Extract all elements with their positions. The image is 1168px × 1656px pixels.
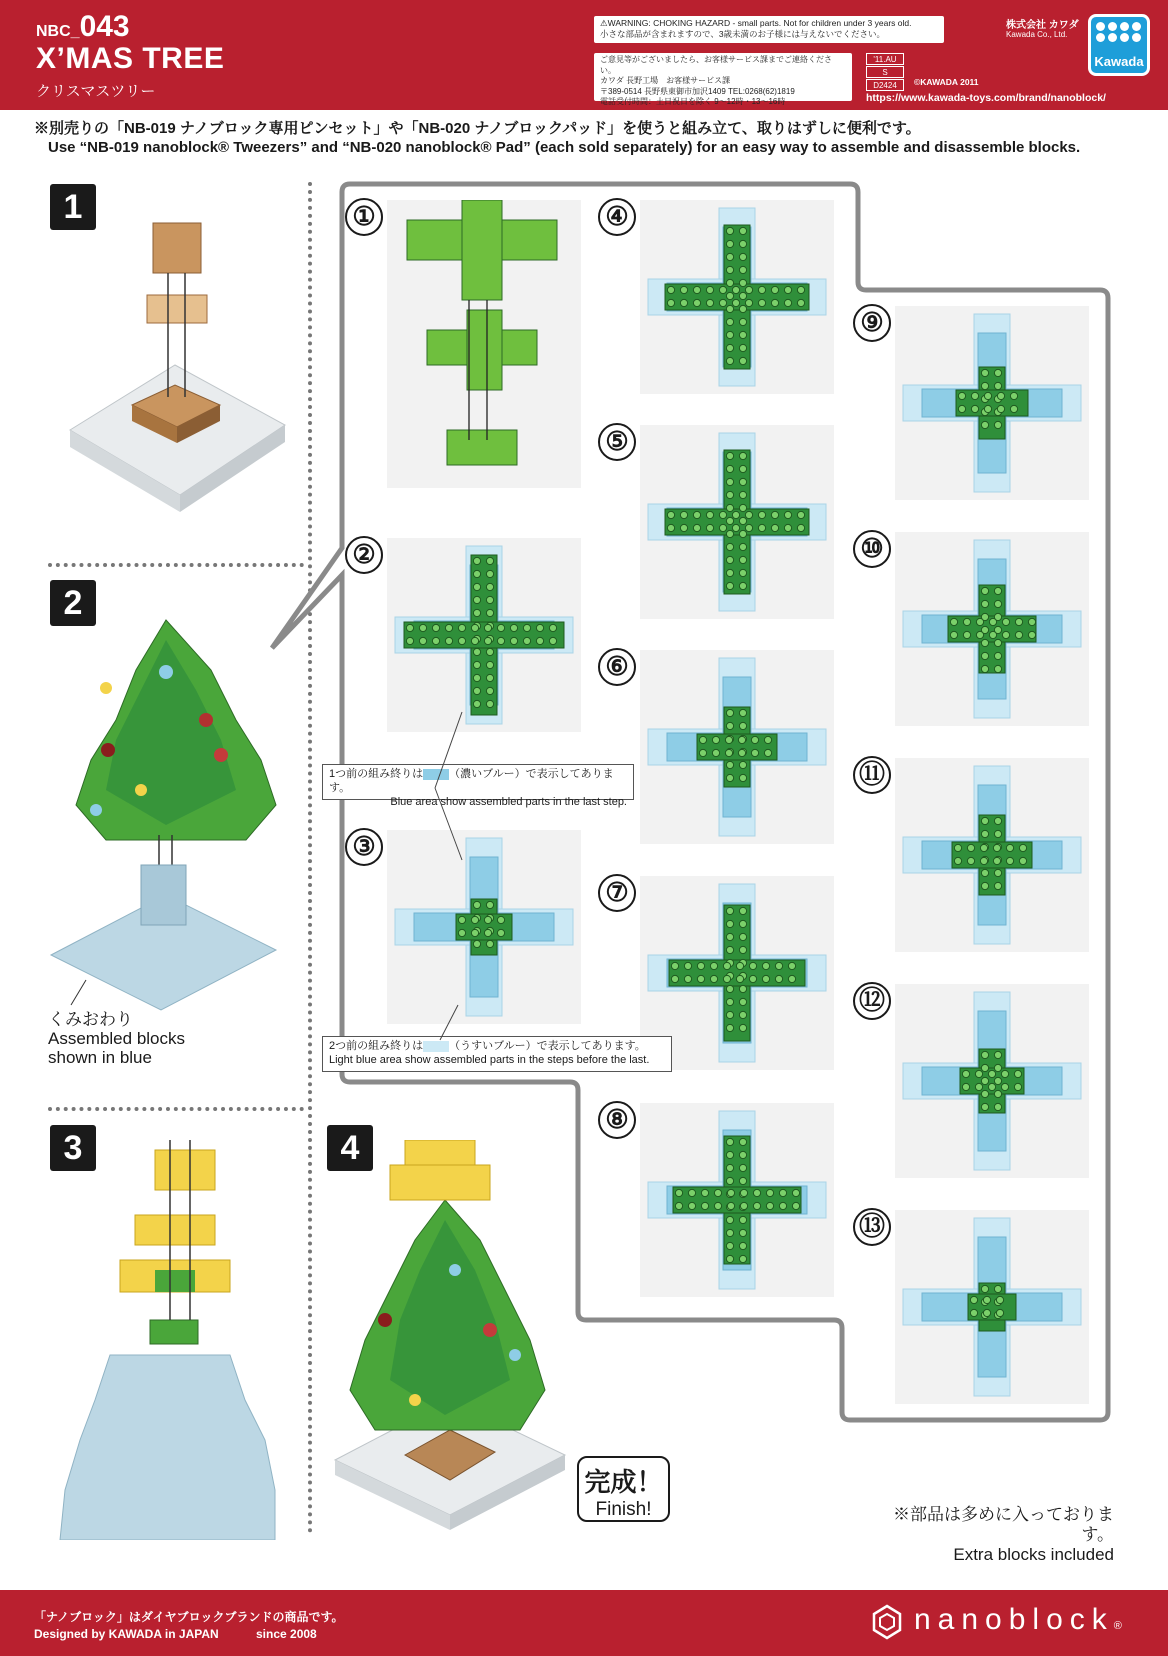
substep-number-11: ⑪ [853,756,891,794]
substep-number-12: ⑫ [853,982,891,1020]
finish-en: Finish! [595,1499,652,1520]
substep-number-13: ⑬ [853,1208,891,1246]
substep-number-7: ⑦ [598,874,636,912]
company-name-jp: 株式会社 カワダ [1006,20,1079,31]
assembled-note-en: shown in blue [48,1048,152,1067]
warning-text-jp: 小さな部品が含まれますので、3歳未満のお子様には与えないでください。 [600,29,886,39]
tools-note-jp: ※別売りの「NB-019 ナノブロック専用ピンセット」や「NB-020 ナノブロックパッド」を使うと組み立て、取りはずしに便利です。 [34,120,921,137]
finish-jp: 完成！ [584,1467,663,1497]
extra-note-en: Extra blocks included [953,1545,1114,1564]
substep-number-4: ④ [598,198,636,236]
footer-since: since 2008 [256,1627,317,1641]
substep-number-6: ⑥ [598,648,636,686]
step-badge-2: 2 [50,580,96,626]
substep-number-5: ⑤ [598,423,636,461]
footer-bar [0,1590,1168,1656]
product-title: X’MAS TREE [36,42,225,75]
extra-note-jp: ※部品は多めに入っております。 [893,1505,1114,1544]
callout-dark-jp-pre: 1つ前の組み終りは [329,768,424,780]
product-subtitle: クリスマスツリー [36,83,156,100]
step-badge-4: 4 [327,1125,373,1171]
footer-designed-by: Designed by KAWADA in JAPAN [34,1627,219,1641]
contact-line: ご意見等がございましたら、お客様サービス課までご連絡ください。 [600,55,832,75]
copyright: ©KAWADA 2011 [914,77,979,87]
assembled-note-jp: くみおわり [48,1010,133,1029]
substep-number-10: ⑩ [853,530,891,568]
callout-light-en: Light blue area show assembled parts in the steps before the last. [329,1054,650,1066]
callout-dark-en: Blue area show assembled parts in the last step. [390,796,627,808]
substep-number-3: ③ [345,828,383,866]
callout-light-jp-pre: 2つ前の組み終りは [329,1040,424,1052]
website-link[interactable]: https://www.kawada-toys.com/brand/nanoblock/ [866,92,1106,104]
company-name-en: Kawada Co., Ltd. [1006,30,1068,39]
nanoblock-wordmark: nanoblock® [914,1603,1122,1636]
lot-code: '11.AU [866,53,904,65]
lot-code: D2424 [866,79,904,91]
nanoblock-logo-icon [872,1604,902,1640]
tools-note-en: Use “NB-019 nanoblock® Tweezers” and “NB-020 nanoblock® Pad” (each sold separately) for an easy way to assemble and disassemble blocks. [48,139,1081,156]
step-badge-1: 1 [50,184,96,230]
logo-text: Kawada [1094,54,1144,69]
contact-line: 〒389-0514 長野県東御市加沢1409 TEL:0268(62)1819 [600,86,795,96]
step-badge-3: 3 [50,1125,96,1171]
substep-number-1: ① [345,198,383,236]
product-code: NBC_043 [36,10,130,43]
lot-code: S [866,66,904,78]
assembled-note-en: Assembled blocks [48,1029,186,1048]
contact-line: カワダ 長野工場 お客様サービス課 [600,76,731,85]
callout-dark-jp-post: （濃いブルー）で表示してあります。 [329,768,614,794]
footer-brand-note: 「ナノブロック」はダイヤブロックブランドの商品です。 [34,1610,344,1624]
substep-number-9: ⑨ [853,304,891,342]
callout-light-jp-post: （うすいブルー）で表示してあります。 [449,1040,646,1052]
substep-number-2: ② [345,536,383,574]
substep-number-8: ⑧ [598,1101,636,1139]
warning-text: ⚠WARNING: CHOKING HAZARD - small parts. Not for children under 3 years old. [600,18,912,28]
contact-line: 電話受付時間：土日祝日を除く 9〜12時・13〜16時 [600,97,786,106]
